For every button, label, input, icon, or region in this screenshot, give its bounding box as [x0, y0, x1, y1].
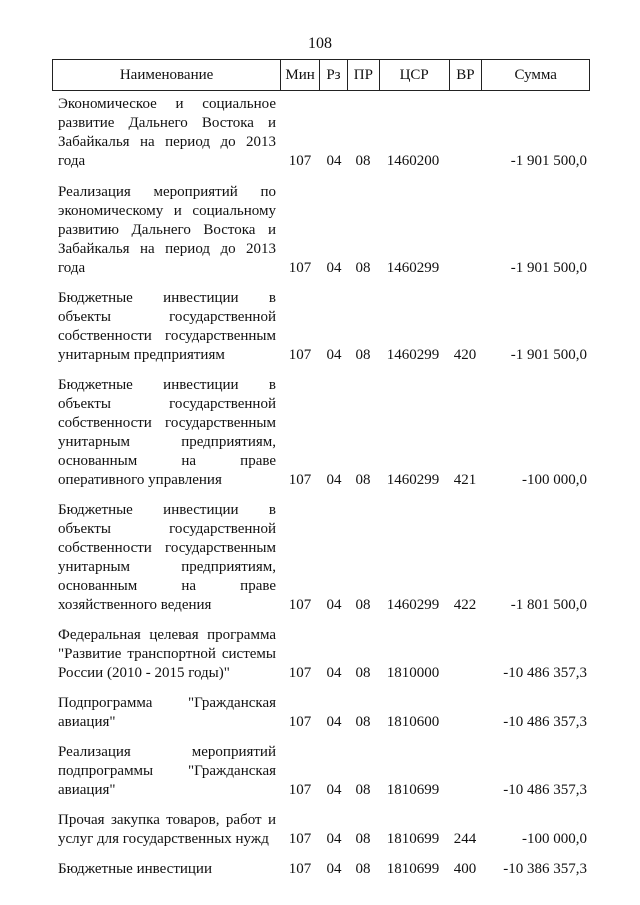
row-min: 107 — [288, 597, 312, 613]
row-rz: 04 — [326, 861, 342, 877]
row-pr: 08 — [355, 597, 371, 613]
table-row — [52, 743, 590, 800]
row-name-line: объекты государственной — [58, 396, 276, 412]
row-min: 107 — [288, 714, 312, 730]
row-name-line: унитарным предприятиям, — [58, 434, 276, 450]
row-name-line: Подпрограмма "Гражданская — [58, 695, 276, 711]
row-name-line: Забайкалья на период до 2013 — [58, 241, 276, 257]
row-min: 107 — [288, 665, 312, 681]
row-rz: 04 — [326, 260, 342, 276]
row-rz: 04 — [326, 782, 342, 798]
row-csr: 1810699 — [386, 861, 440, 877]
row-name — [52, 694, 276, 732]
table-row — [52, 811, 590, 849]
row-name — [52, 860, 276, 879]
table-row — [52, 376, 590, 490]
row-name-line: подпрограммы "Гражданская — [58, 763, 276, 779]
row-sum: -100 000,0 — [522, 831, 587, 847]
row-pr: 08 — [355, 153, 371, 169]
table-body — [52, 95, 590, 890]
table-row — [52, 860, 590, 879]
row-csr: 1460299 — [386, 347, 440, 363]
row-name — [52, 376, 276, 490]
row-name-line: года — [58, 153, 86, 169]
header-name: Наименование — [53, 60, 281, 90]
row-min: 107 — [288, 347, 312, 363]
row-csr: 1460299 — [386, 472, 440, 488]
table-header — [52, 59, 590, 91]
table-row — [52, 501, 590, 615]
row-name — [52, 811, 276, 849]
row-name-line: Бюджетные инвестиции в — [58, 290, 276, 306]
row-rz: 04 — [326, 665, 342, 681]
row-sum: -10 486 357,3 — [503, 714, 587, 730]
row-name-line: Бюджетные инвестиции в — [58, 502, 276, 518]
header-pr: ПР — [348, 60, 380, 90]
header-rz: Рз — [320, 60, 348, 90]
row-name-line: авиация" — [58, 714, 116, 730]
row-name-line: Бюджетные инвестиции в — [58, 377, 276, 393]
row-vr: 244 — [453, 831, 477, 847]
row-name-line: собственности государственным — [58, 540, 276, 556]
row-name — [52, 501, 276, 615]
row-name-line: развитию Дальнего Востока и — [58, 222, 276, 238]
row-min: 107 — [288, 782, 312, 798]
header-csr: ЦСР — [380, 60, 450, 90]
table-row — [52, 183, 590, 278]
row-sum: -1 901 500,0 — [510, 153, 587, 169]
row-name-line: объекты государственной — [58, 521, 276, 537]
header-vr: ВР — [450, 60, 483, 90]
row-csr: 1460299 — [386, 260, 440, 276]
row-pr: 08 — [355, 714, 371, 730]
row-name — [52, 743, 276, 800]
row-csr: 1810000 — [386, 665, 440, 681]
header-sum: Сумма — [514, 66, 557, 83]
row-name-line: основанным на праве — [58, 453, 276, 469]
row-name-line: собственности государственным — [58, 328, 276, 344]
row-name-line: услуг для государственных нужд — [58, 831, 269, 847]
row-name-line: года — [58, 260, 86, 276]
row-name-line: Федеральная целевая программа — [58, 627, 276, 643]
row-rz: 04 — [326, 714, 342, 730]
row-pr: 08 — [355, 861, 371, 877]
row-pr: 08 — [355, 260, 371, 276]
row-vr: 400 — [453, 861, 477, 877]
row-pr: 08 — [355, 665, 371, 681]
row-csr: 1460299 — [386, 597, 440, 613]
row-vr: 421 — [453, 472, 477, 488]
row-name-line: России (2010 - 2015 годы)" — [58, 665, 230, 681]
row-sum: -10 486 357,3 — [503, 665, 587, 681]
row-name-line: хозяйственного ведения — [58, 597, 212, 613]
row-name-line: Забайкалья на период до 2013 — [58, 134, 276, 150]
row-name-line: Прочая закупка товаров, работ и — [58, 812, 276, 828]
row-name-line: объекты государственной — [58, 309, 276, 325]
row-rz: 04 — [326, 472, 342, 488]
table-row — [52, 626, 590, 683]
row-pr: 08 — [355, 472, 371, 488]
row-name-line: "Развитие транспортной системы — [58, 646, 276, 662]
row-name-line: основанным на праве — [58, 578, 276, 594]
row-sum: -1 801 500,0 — [510, 597, 587, 613]
row-csr: 1810600 — [386, 714, 440, 730]
row-min: 107 — [288, 260, 312, 276]
row-name — [52, 183, 276, 278]
row-rz: 04 — [326, 831, 342, 847]
table-row — [52, 95, 590, 171]
row-sum: -10 386 357,3 — [503, 861, 587, 877]
row-rz: 04 — [326, 153, 342, 169]
row-name-line: собственности государственным — [58, 415, 276, 431]
row-sum: -1 901 500,0 — [510, 260, 587, 276]
row-vr: 422 — [453, 597, 477, 613]
row-name — [52, 626, 276, 683]
row-csr: 1810699 — [386, 782, 440, 798]
row-name-line: Реализация мероприятий по — [58, 184, 276, 200]
table-row — [52, 694, 590, 732]
row-min: 107 — [288, 831, 312, 847]
row-min: 107 — [288, 153, 312, 169]
row-min: 107 — [288, 472, 312, 488]
row-name — [52, 289, 276, 365]
row-name-line: экономическому и социальному — [58, 203, 276, 219]
row-name-line: Реализация мероприятий — [58, 744, 276, 760]
row-name-line: Экономическое и социальное — [58, 96, 276, 112]
row-name-line: унитарным предприятиям, — [58, 559, 276, 575]
row-name-line: развитие Дальнего Востока и — [58, 115, 276, 131]
row-min: 107 — [288, 861, 312, 877]
row-pr: 08 — [355, 782, 371, 798]
row-pr: 08 — [355, 831, 371, 847]
page-number: 108 — [308, 35, 332, 52]
row-sum: -10 486 357,3 — [503, 782, 587, 798]
row-name-line: оперативного управления — [58, 472, 222, 488]
row-sum: -1 901 500,0 — [510, 347, 587, 363]
table-row — [52, 289, 590, 365]
row-rz: 04 — [326, 597, 342, 613]
row-name-line: Бюджетные инвестиции — [58, 861, 212, 877]
row-name-line: авиация" — [58, 782, 116, 798]
header-min: Мин — [281, 60, 320, 90]
row-csr: 1460200 — [386, 153, 440, 169]
row-pr: 08 — [355, 347, 371, 363]
row-vr: 420 — [453, 347, 477, 363]
row-name-line: унитарным предприятиям — [58, 347, 225, 363]
row-csr: 1810699 — [386, 831, 440, 847]
row-sum: -100 000,0 — [522, 472, 587, 488]
row-rz: 04 — [326, 347, 342, 363]
row-name — [52, 95, 276, 171]
